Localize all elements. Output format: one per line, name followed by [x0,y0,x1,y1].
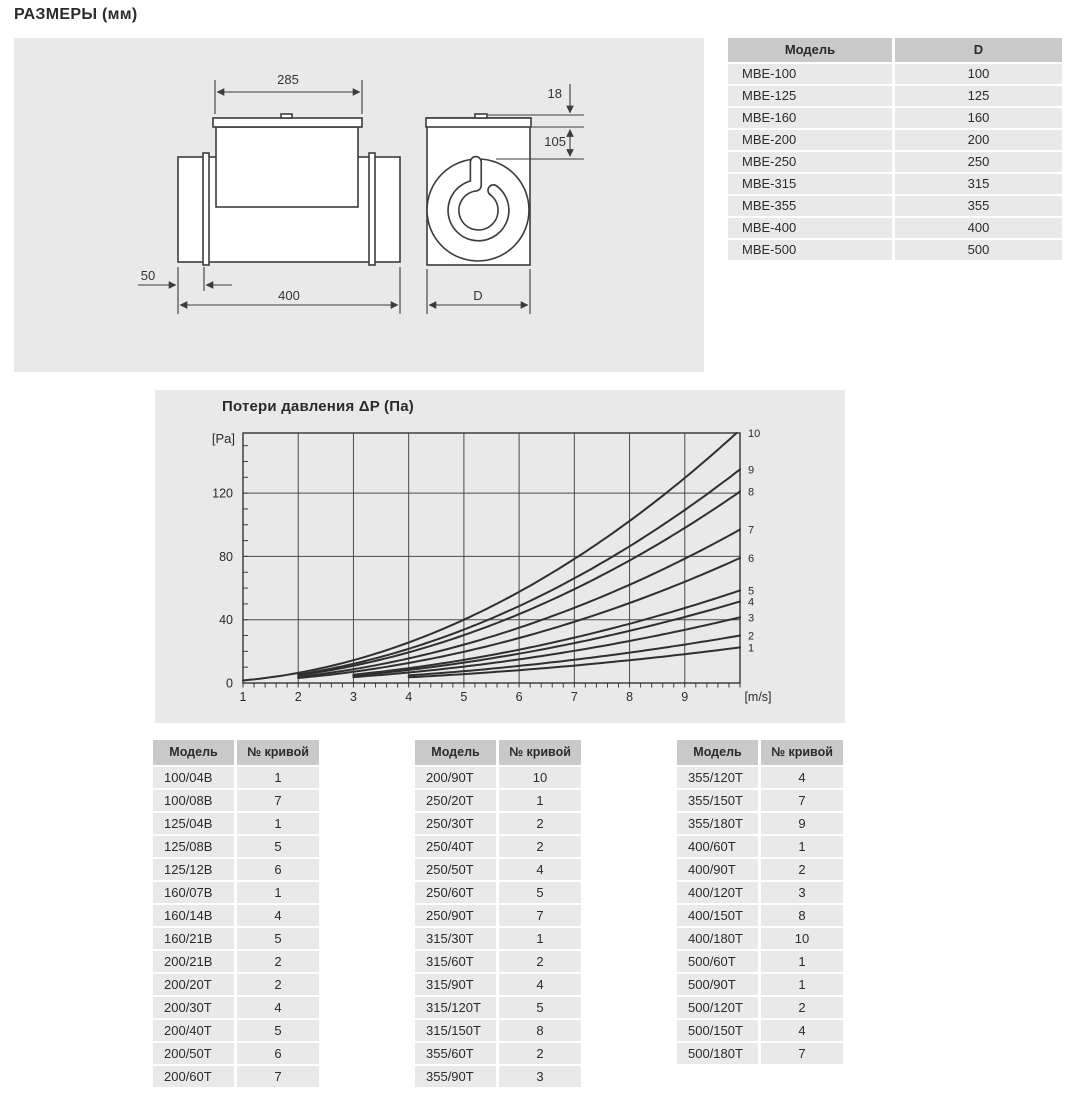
column-header-value: № кривой [761,740,843,765]
curve-label-6: 6 [748,553,755,565]
model-cell: 125/08В [153,836,234,857]
model-cell: 100/08В [153,790,234,811]
model-cell: 160/21В [153,928,234,949]
value-cell: 1 [499,790,581,811]
pressure-loss-chart-panel [155,390,845,723]
model-cell: 500/60Т [677,951,758,972]
curve-label-8: 8 [748,486,755,499]
x-axis-unit: [m/s] [744,690,772,704]
value-cell: 2 [499,951,581,972]
model-cell: 100/04В [153,767,234,788]
value-cell: 100 [895,64,1062,84]
model-cell: 200/30Т [153,997,234,1018]
dimensions-drawing-panel [14,38,704,372]
value-cell: 7 [237,1066,319,1087]
value-cell: 4 [761,1020,843,1041]
column-header-model: Модель [677,740,758,765]
x-tick-label: 5 [460,690,468,704]
front-view [426,114,531,265]
model-cell: 500/90Т [677,974,758,995]
x-tick-label: 2 [294,690,302,704]
value-cell: 1 [237,813,319,834]
value-cell: 10 [499,767,581,788]
value-cell: 10 [761,928,843,949]
column-header-value: D [895,38,1062,62]
curve-label-1: 1 [748,642,755,655]
curve-table-2 [415,740,581,1087]
model-cell: 315/60Т [415,951,496,972]
value-cell: 355 [895,196,1062,216]
value-cell: 2 [237,974,319,995]
y-tick-label: 80 [219,549,233,564]
model-cell: 200/90Т [415,767,496,788]
model-cell: МВЕ-160 [728,108,892,128]
dim-top-width: 285 [277,72,299,87]
y-tick-label: 120 [212,486,233,501]
side-view [178,114,400,265]
model-cell: 500/180Т [677,1043,758,1064]
model-cell: 355/60Т [415,1043,496,1064]
model-cell: 315/120Т [415,997,496,1018]
value-cell: 6 [237,859,319,880]
value-cell: 7 [761,790,843,811]
dim-cap-height: 18 [547,86,562,101]
model-cell: 315/150Т [415,1020,496,1041]
y-tick-label: 0 [226,676,233,691]
dim-diameter: D [473,288,483,303]
value-cell: 1 [237,882,319,903]
x-tick-label: 9 [681,690,689,704]
technical-drawing [14,38,704,372]
y-tick-label: 40 [219,613,233,628]
x-tick-label: 1 [239,690,247,704]
curve-label-5: 5 [748,585,755,598]
chart-title: Потери давления ΔP (Па) [222,398,414,415]
model-cell: МВЕ-355 [728,196,892,216]
curve-label-3: 3 [748,612,755,625]
value-cell: 3 [761,882,843,903]
value-cell: 4 [237,905,319,926]
value-cell: 8 [761,905,843,926]
model-cell: 355/150Т [677,790,758,811]
curve-label-7: 7 [748,524,755,537]
dim-box-height: 105 [544,134,566,149]
value-cell: 2 [237,951,319,972]
model-cell: 400/180Т [677,928,758,949]
value-cell: 4 [499,859,581,880]
value-cell: 2 [761,997,843,1018]
model-cell: 200/60Т [153,1066,234,1087]
model-cell: 200/20Т [153,974,234,995]
model-cell: 400/90Т [677,859,758,880]
model-cell: МВЕ-200 [728,130,892,150]
model-cell: 400/60Т [677,836,758,857]
value-cell: 5 [237,1020,319,1041]
value-cell: 2 [499,813,581,834]
model-cell: 500/150Т [677,1020,758,1041]
model-cell: 500/120Т [677,997,758,1018]
model-cell: 200/21В [153,951,234,972]
model-cell: МВЕ-400 [728,218,892,238]
value-cell: 500 [895,240,1062,260]
value-cell: 5 [499,882,581,903]
value-cell: 125 [895,86,1062,106]
curve-label-10: 10 [748,428,761,440]
value-cell: 250 [895,152,1062,172]
model-cell: 250/40Т [415,836,496,857]
x-tick-label: 4 [405,690,413,704]
value-cell: 9 [761,813,843,834]
model-cell: 125/12В [153,859,234,880]
column-header-value: № кривой [499,740,581,765]
model-cell: 400/150Т [677,905,758,926]
model-cell: 355/90Т [415,1066,496,1087]
x-tick-label: 8 [626,690,634,704]
curve-4 [353,602,740,676]
dim-body-length: 400 [278,288,300,303]
model-cell: 250/20Т [415,790,496,811]
model-cell: 355/120Т [677,767,758,788]
curve-table-1 [153,740,319,1087]
value-cell: 2 [499,1043,581,1064]
model-cell: 315/90Т [415,974,496,995]
page-title: РАЗМЕРЫ (мм) [14,6,138,23]
value-cell: 8 [499,1020,581,1041]
value-cell: 1 [761,951,843,972]
model-cell: 125/04В [153,813,234,834]
dim-flange-offset: 50 [140,268,156,283]
value-cell: 2 [499,836,581,857]
model-cell: 160/07В [153,882,234,903]
value-cell: 4 [499,974,581,995]
model-cell: 355/180Т [677,813,758,834]
model-cell: 200/50Т [153,1043,234,1064]
model-cell: 200/40Т [153,1020,234,1041]
curve-table-3 [677,740,843,1064]
column-header-model: Модель [415,740,496,765]
model-cell: 250/90Т [415,905,496,926]
value-cell: 315 [895,174,1062,194]
curve-label-9: 9 [748,464,755,477]
value-cell: 7 [499,905,581,926]
model-diameter-table [728,38,1062,260]
value-cell: 2 [761,859,843,880]
model-cell: 400/120Т [677,882,758,903]
value-cell: 1 [237,767,319,788]
value-cell: 400 [895,218,1062,238]
curve-label-4: 4 [748,596,755,609]
model-cell: 250/30Т [415,813,496,834]
curve-label-2: 2 [748,630,755,643]
model-cell: МВЕ-125 [728,86,892,106]
y-axis-unit: [Pa] [211,431,235,446]
value-cell: 7 [237,790,319,811]
value-cell: 160 [895,108,1062,128]
x-tick-label: 3 [349,690,357,704]
model-cell: 160/14В [153,905,234,926]
x-tick-label: 6 [515,690,523,704]
model-cell: МВЕ-500 [728,240,892,260]
value-cell: 4 [761,767,843,788]
value-cell: 1 [761,974,843,995]
value-cell: 7 [761,1043,843,1064]
value-cell: 4 [237,997,319,1018]
model-cell: МВЕ-250 [728,152,892,172]
column-header-model: Модель [728,38,892,62]
pressure-loss-chart [155,390,845,723]
value-cell: 3 [499,1066,581,1087]
column-header-model: Модель [153,740,234,765]
value-cell: 5 [237,928,319,949]
value-cell: 6 [237,1043,319,1064]
value-cell: 1 [499,928,581,949]
model-cell: 250/60Т [415,882,496,903]
value-cell: 200 [895,130,1062,150]
model-cell: МВЕ-315 [728,174,892,194]
value-cell: 1 [761,836,843,857]
value-cell: 5 [237,836,319,857]
model-cell: 250/50Т [415,859,496,880]
model-cell: 315/30Т [415,928,496,949]
model-cell: МВЕ-100 [728,64,892,84]
value-cell: 5 [499,997,581,1018]
column-header-value: № кривой [237,740,319,765]
x-tick-label: 7 [570,690,578,704]
